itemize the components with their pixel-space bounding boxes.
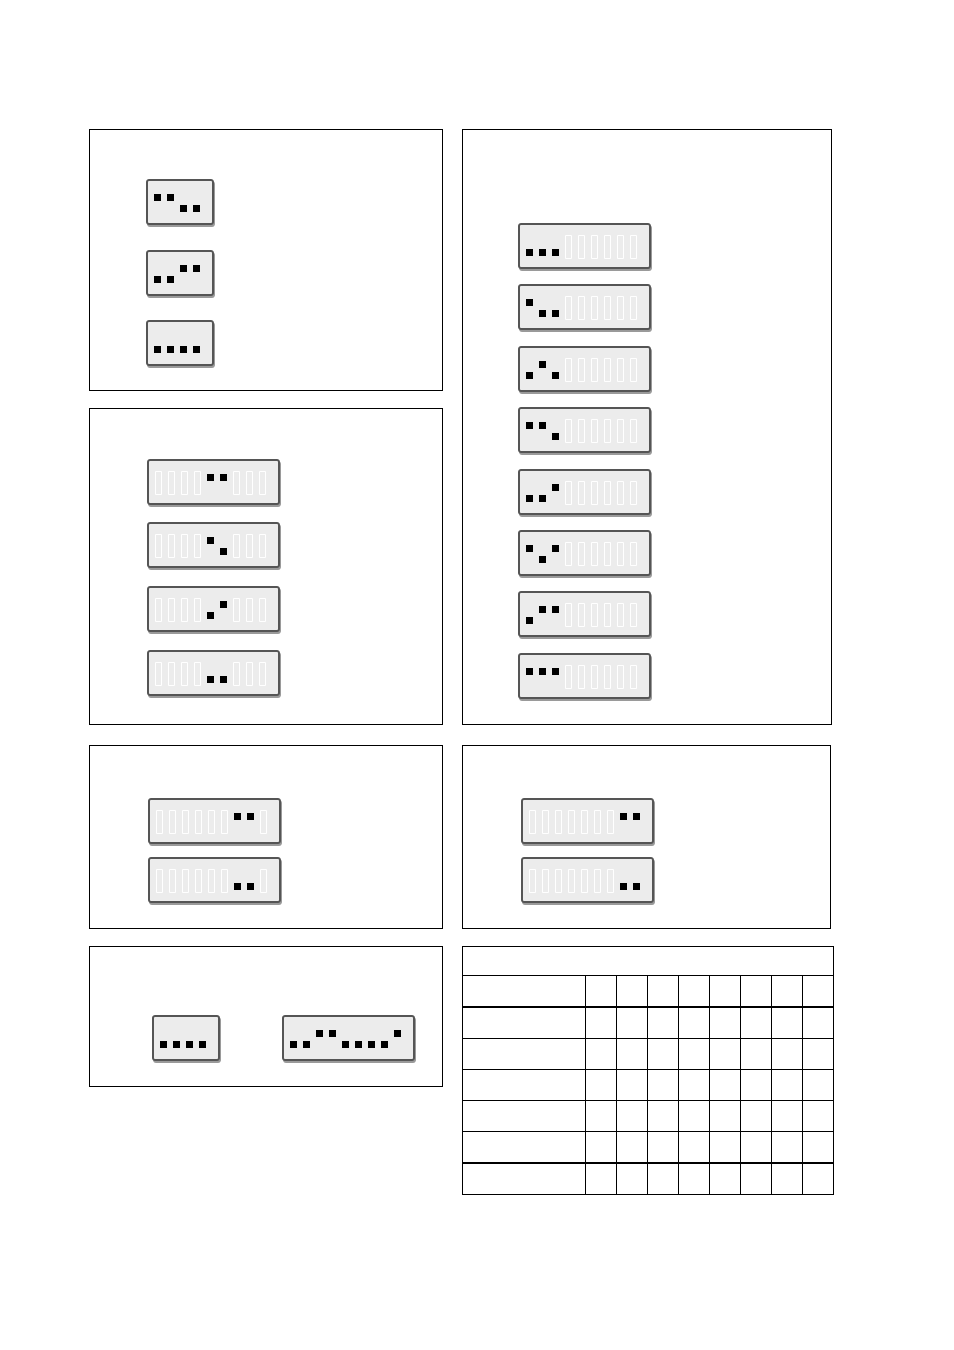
- upper-dot: [633, 813, 640, 820]
- lower-dot: [207, 612, 214, 619]
- value-cell: [741, 1070, 772, 1101]
- value-cell: [586, 1007, 617, 1039]
- unlit-digit: [565, 542, 572, 566]
- unlit-digit: [578, 481, 585, 505]
- lcd-c2: [518, 284, 651, 330]
- unlit-digit: [246, 662, 253, 686]
- unlit-digit: [155, 662, 162, 686]
- value-cell: [679, 1132, 710, 1164]
- value-cell: [710, 1163, 741, 1195]
- unlit-digit: [578, 296, 585, 320]
- unlit-digit: [630, 481, 637, 505]
- lower-dot: [207, 676, 214, 683]
- value-cell: [772, 1007, 803, 1039]
- upper-dot: [220, 474, 227, 481]
- lower-dot: [552, 249, 559, 256]
- value-cell: [648, 1039, 679, 1070]
- lcd-c3: [518, 346, 651, 392]
- unlit-digit: [581, 869, 588, 893]
- value-cell: [803, 1070, 834, 1101]
- unlit-digit: [195, 810, 202, 834]
- unlit-digit: [630, 235, 637, 259]
- unlit-digit: [604, 481, 611, 505]
- unlit-digit: [542, 810, 549, 834]
- table-row: [463, 1163, 834, 1195]
- unlit-digit: [529, 869, 536, 893]
- value-cell: [648, 1007, 679, 1039]
- upper-dot: [207, 537, 214, 544]
- upper-dot: [394, 1030, 401, 1037]
- row-label-cell: [463, 1070, 586, 1101]
- value-cell: [772, 1101, 803, 1132]
- unlit-digit: [542, 869, 549, 893]
- lcd-b4: [147, 650, 280, 696]
- lower-dot: [620, 883, 627, 890]
- lower-dot: [193, 346, 200, 353]
- value-cell: [741, 1039, 772, 1070]
- value-cell: [648, 976, 679, 1008]
- unlit-digit: [155, 534, 162, 558]
- unlit-digit: [168, 598, 175, 622]
- lcd-c5: [518, 469, 651, 515]
- value-cell: [679, 1039, 710, 1070]
- value-cell: [617, 976, 648, 1008]
- lcd-e2: [521, 857, 654, 903]
- unlit-digit: [181, 534, 188, 558]
- table-row: [463, 976, 834, 1008]
- lcd-b3: [147, 586, 280, 632]
- row-label-cell: [463, 1007, 586, 1039]
- table-row: [463, 1039, 834, 1070]
- unlit-digit: [591, 665, 598, 689]
- upper-dot: [539, 361, 546, 368]
- lcd-a1: [146, 179, 214, 225]
- upper-dot: [207, 474, 214, 481]
- lcd-c7: [518, 591, 651, 637]
- value-cell: [710, 1070, 741, 1101]
- lower-dot: [186, 1041, 193, 1048]
- value-cell: [710, 1007, 741, 1039]
- unlit-digit: [168, 471, 175, 495]
- value-cell: [710, 1132, 741, 1164]
- lower-dot: [526, 495, 533, 502]
- unlit-digit: [259, 598, 266, 622]
- unlit-digit: [260, 869, 267, 893]
- lower-dot: [193, 205, 200, 212]
- unlit-digit: [591, 296, 598, 320]
- unlit-digit: [630, 296, 637, 320]
- lcd-f1: [152, 1015, 220, 1061]
- unlit-digit: [604, 665, 611, 689]
- lcd-e1: [521, 798, 654, 844]
- unlit-digit: [591, 481, 598, 505]
- unlit-digit: [182, 869, 189, 893]
- unlit-digit: [630, 419, 637, 443]
- unlit-digit: [607, 869, 614, 893]
- lcd-c8: [518, 653, 651, 699]
- lcd-b2: [147, 522, 280, 568]
- unlit-digit: [155, 471, 162, 495]
- lower-dot: [526, 617, 533, 624]
- unlit-digit: [246, 534, 253, 558]
- unlit-digit: [617, 419, 624, 443]
- unlit-digit: [581, 810, 588, 834]
- unlit-digit: [617, 665, 624, 689]
- unlit-digit: [617, 235, 624, 259]
- lower-dot: [539, 556, 546, 563]
- upper-dot: [167, 194, 174, 201]
- unlit-digit: [565, 481, 572, 505]
- value-cell: [679, 1163, 710, 1195]
- upper-dot: [193, 265, 200, 272]
- unlit-digit: [233, 662, 240, 686]
- lower-dot: [526, 372, 533, 379]
- value-cell: [648, 1132, 679, 1164]
- value-cell: [710, 1101, 741, 1132]
- row-label-cell: [463, 1101, 586, 1132]
- upper-dot: [316, 1030, 323, 1037]
- unlit-digit: [259, 662, 266, 686]
- value-cell: [710, 1039, 741, 1070]
- unlit-digit: [617, 542, 624, 566]
- value-cell: [679, 1070, 710, 1101]
- unlit-digit: [578, 603, 585, 627]
- value-cell: [679, 976, 710, 1008]
- upper-dot: [539, 668, 546, 675]
- unlit-digit: [555, 869, 562, 893]
- unlit-digit: [529, 810, 536, 834]
- upper-dot: [247, 813, 254, 820]
- unlit-digit: [208, 810, 215, 834]
- value-cell: [803, 1007, 834, 1039]
- lcd-d1: [148, 798, 281, 844]
- unlit-digit: [578, 235, 585, 259]
- value-cell: [586, 1101, 617, 1132]
- unlit-digit: [246, 471, 253, 495]
- table-row: [463, 1007, 834, 1039]
- value-cell: [741, 1101, 772, 1132]
- value-cell: [586, 1070, 617, 1101]
- unlit-digit: [182, 810, 189, 834]
- lcd-d2: [148, 857, 281, 903]
- unlit-digit: [594, 810, 601, 834]
- unlit-digit: [565, 358, 572, 382]
- unlit-digit: [221, 869, 228, 893]
- unlit-digit: [591, 358, 598, 382]
- value-cell: [617, 1039, 648, 1070]
- lower-dot: [368, 1041, 375, 1048]
- value-cell: [679, 1101, 710, 1132]
- unlit-digit: [604, 358, 611, 382]
- upper-dot: [552, 484, 559, 491]
- unlit-digit: [555, 810, 562, 834]
- value-cell: [772, 1039, 803, 1070]
- unlit-digit: [568, 810, 575, 834]
- upper-dot: [234, 813, 241, 820]
- value-cell: [648, 1163, 679, 1195]
- unlit-digit: [181, 598, 188, 622]
- unlit-digit: [194, 471, 201, 495]
- lcd-a3: [146, 320, 214, 366]
- lower-dot: [552, 433, 559, 440]
- lower-dot: [539, 495, 546, 502]
- table-row: [463, 1101, 834, 1132]
- upper-dot: [180, 265, 187, 272]
- table-header-cell: [463, 947, 834, 976]
- lcd-c1: [518, 223, 651, 269]
- unlit-digit: [591, 235, 598, 259]
- lcd-c6: [518, 530, 651, 576]
- value-cell: [772, 1163, 803, 1195]
- lower-dot: [199, 1041, 206, 1048]
- row-label-cell: [463, 976, 586, 1008]
- lower-dot: [526, 249, 533, 256]
- unlit-digit: [195, 869, 202, 893]
- upper-dot: [526, 299, 533, 306]
- value-cell: [803, 1101, 834, 1132]
- unlit-digit: [604, 542, 611, 566]
- lower-dot: [633, 883, 640, 890]
- unlit-digit: [591, 542, 598, 566]
- unlit-digit: [194, 534, 201, 558]
- unlit-digit: [630, 542, 637, 566]
- lcd-a2: [146, 250, 214, 296]
- unlit-digit: [194, 662, 201, 686]
- value-cell: [617, 1132, 648, 1164]
- lcd-c4: [518, 407, 651, 453]
- unlit-digit: [169, 810, 176, 834]
- reference-table: [462, 946, 834, 1195]
- value-cell: [741, 1163, 772, 1195]
- unlit-digit: [630, 358, 637, 382]
- unlit-digit: [565, 296, 572, 320]
- lower-dot: [539, 310, 546, 317]
- upper-dot: [552, 668, 559, 675]
- value-cell: [586, 1039, 617, 1070]
- unlit-digit: [169, 869, 176, 893]
- unlit-digit: [604, 419, 611, 443]
- lower-dot: [234, 883, 241, 890]
- value-cell: [586, 1163, 617, 1195]
- lower-dot: [154, 346, 161, 353]
- lower-dot: [539, 249, 546, 256]
- value-cell: [648, 1070, 679, 1101]
- unlit-digit: [181, 662, 188, 686]
- unlit-digit: [604, 235, 611, 259]
- unlit-digit: [607, 810, 614, 834]
- value-cell: [772, 1070, 803, 1101]
- unlit-digit: [617, 481, 624, 505]
- unlit-digit: [617, 296, 624, 320]
- value-cell: [617, 1070, 648, 1101]
- unlit-digit: [259, 534, 266, 558]
- unlit-digit: [591, 603, 598, 627]
- unlit-digit: [168, 662, 175, 686]
- panel-top-left: [89, 129, 443, 391]
- upper-dot: [552, 606, 559, 613]
- unlit-digit: [565, 235, 572, 259]
- lower-dot: [220, 548, 227, 555]
- unlit-digit: [591, 419, 598, 443]
- unlit-digit: [194, 598, 201, 622]
- lower-dot: [173, 1041, 180, 1048]
- unlit-digit: [156, 810, 163, 834]
- value-cell: [741, 1007, 772, 1039]
- unlit-digit: [246, 598, 253, 622]
- unlit-digit: [208, 869, 215, 893]
- lower-dot: [290, 1041, 297, 1048]
- unlit-digit: [630, 603, 637, 627]
- unlit-digit: [565, 603, 572, 627]
- unlit-digit: [578, 358, 585, 382]
- lower-dot: [167, 346, 174, 353]
- row-label-cell: [463, 1163, 586, 1195]
- lcd-b1: [147, 459, 280, 505]
- value-cell: [586, 976, 617, 1008]
- unlit-digit: [565, 665, 572, 689]
- unlit-digit: [156, 869, 163, 893]
- unlit-digit: [221, 810, 228, 834]
- lower-dot: [154, 276, 161, 283]
- upper-dot: [539, 422, 546, 429]
- row-label-cell: [463, 1132, 586, 1164]
- unlit-digit: [155, 598, 162, 622]
- unlit-digit: [594, 869, 601, 893]
- lcd-f2: [282, 1015, 415, 1061]
- row-label-cell: [463, 1039, 586, 1070]
- upper-dot: [620, 813, 627, 820]
- unlit-digit: [578, 542, 585, 566]
- unlit-digit: [578, 665, 585, 689]
- value-cell: [803, 1039, 834, 1070]
- lower-dot: [303, 1041, 310, 1048]
- lower-dot: [552, 372, 559, 379]
- value-cell: [648, 1101, 679, 1132]
- unlit-digit: [233, 534, 240, 558]
- lower-dot: [381, 1041, 388, 1048]
- value-cell: [617, 1007, 648, 1039]
- unlit-digit: [233, 471, 240, 495]
- unlit-digit: [565, 419, 572, 443]
- unlit-digit: [630, 665, 637, 689]
- unlit-digit: [568, 869, 575, 893]
- lower-dot: [355, 1041, 362, 1048]
- value-cell: [803, 976, 834, 1008]
- unlit-digit: [604, 603, 611, 627]
- value-cell: [586, 1132, 617, 1164]
- table-row: [463, 1132, 834, 1164]
- unlit-digit: [233, 598, 240, 622]
- unlit-digit: [617, 603, 624, 627]
- lower-dot: [342, 1041, 349, 1048]
- unlit-digit: [259, 471, 266, 495]
- value-cell: [679, 1007, 710, 1039]
- unlit-digit: [617, 358, 624, 382]
- value-cell: [803, 1163, 834, 1195]
- unlit-digit: [604, 296, 611, 320]
- value-cell: [617, 1163, 648, 1195]
- upper-dot: [329, 1030, 336, 1037]
- lower-dot: [180, 346, 187, 353]
- upper-dot: [526, 545, 533, 552]
- lower-dot: [220, 676, 227, 683]
- lower-dot: [552, 310, 559, 317]
- value-cell: [772, 976, 803, 1008]
- lower-dot: [160, 1041, 167, 1048]
- upper-dot: [552, 545, 559, 552]
- value-cell: [617, 1101, 648, 1132]
- value-cell: [741, 976, 772, 1008]
- lower-dot: [167, 276, 174, 283]
- unlit-digit: [578, 419, 585, 443]
- upper-dot: [539, 606, 546, 613]
- upper-dot: [526, 668, 533, 675]
- value-cell: [772, 1132, 803, 1164]
- lower-dot: [180, 205, 187, 212]
- unlit-digit: [181, 471, 188, 495]
- value-cell: [710, 976, 741, 1008]
- unlit-digit: [260, 810, 267, 834]
- lower-dot: [247, 883, 254, 890]
- unlit-digit: [168, 534, 175, 558]
- table-row: [463, 1070, 834, 1101]
- upper-dot: [154, 194, 161, 201]
- upper-dot: [526, 422, 533, 429]
- value-cell: [803, 1132, 834, 1164]
- upper-dot: [220, 601, 227, 608]
- value-cell: [741, 1132, 772, 1164]
